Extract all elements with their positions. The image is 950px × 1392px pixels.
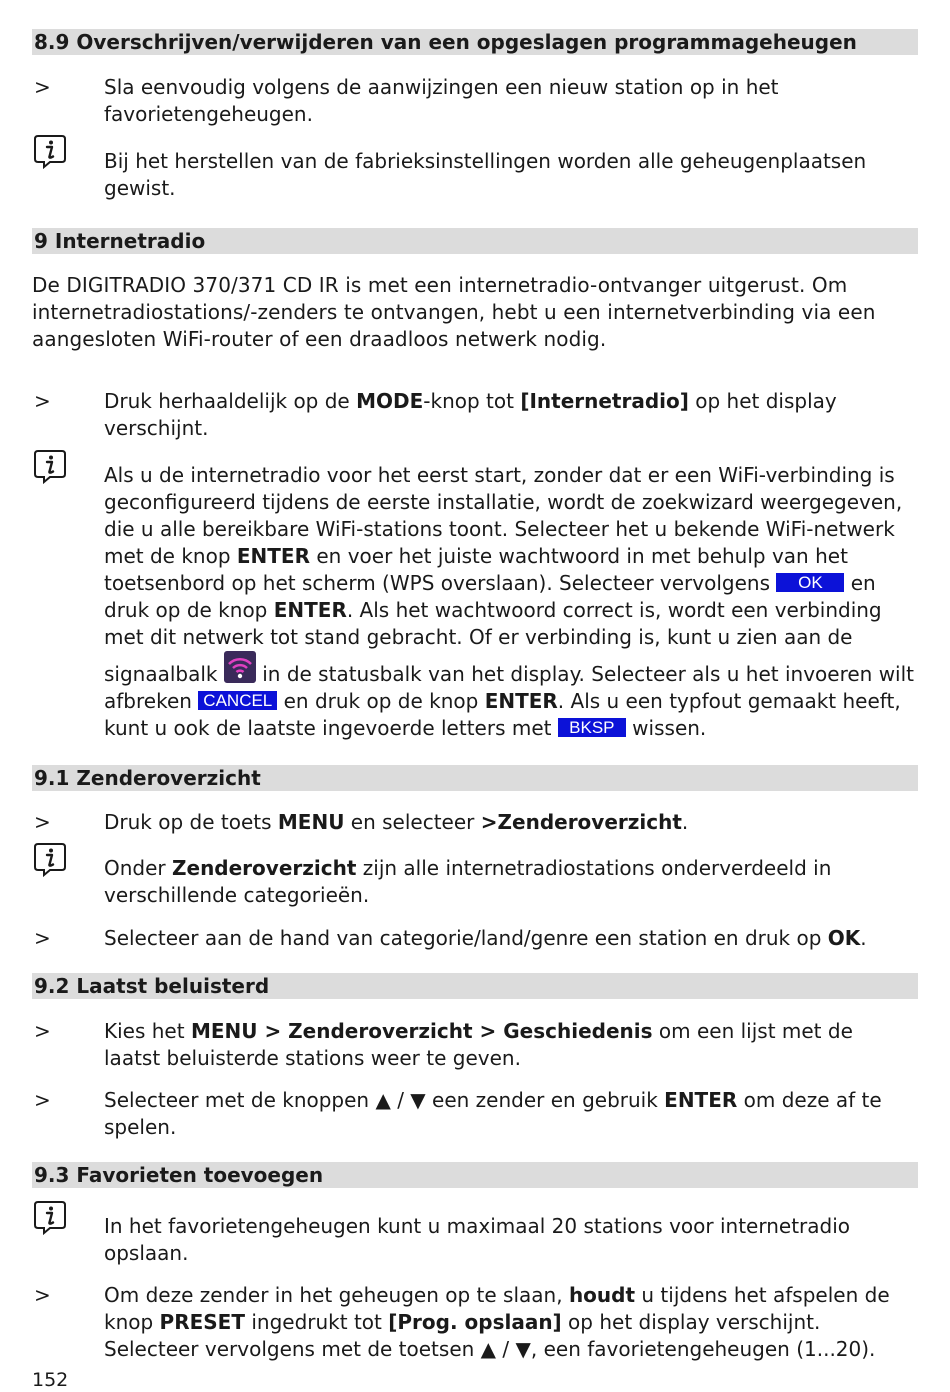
section-heading-9: 9 Internetradio — [32, 228, 918, 254]
ok-button-label: OK — [776, 573, 844, 592]
step-marker: > — [34, 810, 51, 834]
step-text: Druk herhaaldelijk op de MODE-knop tot [Internetradio] op het display verschijnt. — [104, 389, 837, 440]
step-text: Sla eenvoudig volgens de aanwijzingen een nieuw station op in het favorietengeheugen. — [104, 75, 779, 126]
cancel-button-label: CANCEL — [198, 691, 277, 710]
info-icon — [32, 133, 68, 169]
info-text: Bij het herstellen van de fabrieksinstellingen worden alle geheugenplaatsen gewist. — [104, 149, 867, 200]
info-text: Onder Zenderoverzicht zijn alle internetradiostations onderverdeeld in verschillende categorieën. — [104, 856, 832, 907]
step-marker: > — [34, 389, 51, 413]
section-heading-9-3: 9.3 Favorieten toevoegen — [32, 1162, 918, 1188]
step-marker: > — [34, 1088, 51, 1112]
step-marker: > — [34, 926, 51, 950]
info-icon — [32, 841, 68, 877]
info-text: In het favorietengeheugen kunt u maximaal 20 stations voor internetradio opslaan. — [104, 1214, 851, 1265]
info-icon — [32, 448, 68, 484]
step-text: Druk op de toets MENU en selecteer >Zenderoverzicht. — [104, 810, 689, 834]
section-heading-9-2: 9.2 Laatst beluisterd — [32, 973, 918, 999]
page-number: 152 — [32, 1369, 69, 1391]
step-marker: > — [34, 1283, 51, 1307]
step-text: Kies het MENU > Zenderoverzicht > Geschiedenis om een lijst met de laatst beluisterde stations weer te geven. — [104, 1019, 853, 1070]
section-heading-9-1: 9.1 Zenderoverzicht — [32, 765, 918, 791]
intro-paragraph: De DIGITRADIO 370/371 CD IR is met een internetradio-ontvanger uitgerust. Om internetradiostations/-zenders te ontvangen, hebt u een internetverbinding via een aangesloten WiFi-router of een draadloos netwerk nodig. — [32, 273, 876, 351]
step-text: Selecteer met de knoppen ▲ / ▼ een zender en gebruik ENTER om deze af te spelen. — [104, 1088, 882, 1139]
step-marker: > — [34, 75, 51, 99]
info-text: Als u de internetradio voor het eerst start, zonder dat er een WiFi-verbinding is geconfigureerd tijdens de eerste installatie, wordt de zoekwizard weergegeven, die u alle bereikbare WiFi-stations toont. Selecteer het u bekende WiFi-netwerk met de knop ENTER en voer het juiste wachtwoord in met behulp van het toetsenbord op het scherm (WPS overslaan). Selecteer vervolgens OK en druk op de knop ENTER. Als het wachtwoord correct is, wordt een verbinding met dit netwerk tot stand gebracht. Of er verbinding is, kunt u zien aan de signaalbalk in de statusbalk van het display. Selecteer als u het invoeren wilt afbreken CANCEL en druk op de knop ENTER. Als u een typfout gemaakt heeft, kunt u ook de laatste ingevoerde letters met BKSP wissen. — [104, 463, 914, 740]
step-text: Selecteer aan de hand van categorie/land/genre een station en druk op OK. — [104, 926, 867, 950]
step-text: Om deze zender in het geheugen op te slaan, houdt u tijdens het afspelen de knop PRESET ingedrukt tot [Prog. opslaan] op het display verschijnt. Selecteer vervolgens met de toetsen ▲ / ▼, een favorietengeheugen (1...20). — [104, 1283, 890, 1361]
wifi-signal-icon — [224, 651, 256, 683]
info-icon — [32, 1199, 68, 1235]
step-marker: > — [34, 1019, 51, 1043]
section-heading-8-9: 8.9 Overschrijven/verwijderen van een opgeslagen programmageheugen — [32, 29, 918, 55]
bksp-button-label: BKSP — [558, 718, 626, 737]
